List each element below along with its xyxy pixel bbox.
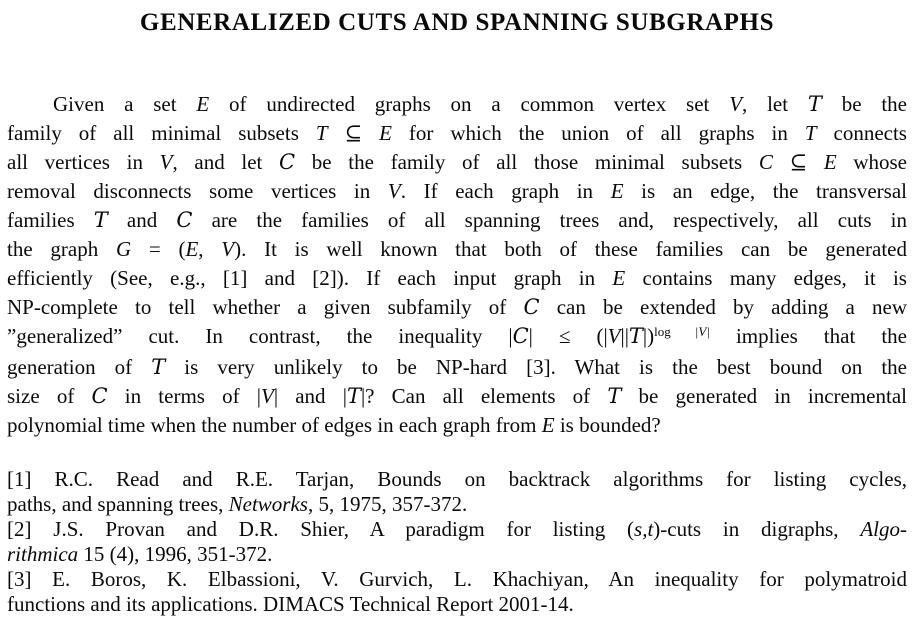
- abstract-paragraph: [7, 90, 907, 440]
- text-segment: families: [7, 208, 94, 232]
- text-segment: s,t: [634, 517, 654, 541]
- text-segment: size of: [7, 384, 92, 408]
- text-segment: of undirected graphs on a common vertex set: [209, 92, 730, 116]
- text-line: [7, 264, 907, 293]
- text-segment: connects: [816, 121, 907, 145]
- math-calligraphic-letter: T: [346, 384, 361, 408]
- text-segment: contains many edges, it is: [625, 266, 907, 290]
- math-calligraphic-letter: C: [523, 295, 540, 319]
- text-segment: are the families of all spanning trees and, respectively, all cuts in: [192, 208, 907, 232]
- text-segment: functions and its applications. DIMACS Technical Report 2001-14.: [7, 592, 574, 616]
- text-segment: rithmica: [7, 542, 79, 566]
- math-calligraphic-letter: C: [176, 208, 193, 232]
- text-segment: V: [159, 150, 173, 174]
- text-segment: removal disconnects some vertices in: [7, 179, 388, 203]
- text-line: [7, 517, 907, 542]
- text-segment: Given a set: [53, 92, 197, 116]
- text-line: [7, 119, 907, 148]
- text-segment: be the: [821, 92, 907, 116]
- text-segment: implies that the: [709, 324, 907, 348]
- text-segment: V: [221, 237, 235, 261]
- text-segment: T: [804, 121, 817, 145]
- math-calligraphic-letter: C: [91, 384, 108, 408]
- text-segment: E: [823, 150, 837, 174]
- text-line: [7, 542, 907, 567]
- text-segment: can be extended by adding a new: [539, 295, 907, 319]
- text-segment: V: [607, 324, 621, 348]
- text-segment: ,: [198, 237, 222, 261]
- text-line: [7, 411, 907, 440]
- text-segment: [3] E. Boros, K. Elbassioni, V. Gurvich, L. Khachiyan, An inequality for polymatroid: [7, 567, 907, 591]
- text-segment: |V|: [694, 323, 710, 339]
- text-segment: NP-complete to tell whether a given subfamily of: [7, 295, 524, 319]
- text-segment: for which the union of all graphs in: [391, 121, 805, 145]
- text-segment: |): [642, 324, 655, 348]
- text-segment: = (: [131, 237, 186, 261]
- text-segment: |? Can all elements of: [360, 384, 608, 408]
- text-segment: E: [541, 413, 555, 437]
- text-line: [7, 293, 907, 322]
- text-segment: 15 (4), 1996, 351-372.: [78, 542, 273, 566]
- text-line: [7, 177, 907, 206]
- text-line: [7, 353, 907, 382]
- text-segment: E: [379, 121, 392, 145]
- math-calligraphic-letter: T: [807, 92, 822, 116]
- text-segment: , let: [742, 92, 808, 116]
- text-segment: generation of: [7, 355, 152, 379]
- text-line: [7, 382, 907, 411]
- text-segment: C: [758, 150, 773, 174]
- math-calligraphic-letter: T: [151, 355, 166, 379]
- text-segment: be generated in incremental: [621, 384, 907, 408]
- text-line: [7, 467, 907, 492]
- math-calligraphic-letter: C: [512, 324, 529, 348]
- text-segment: is an edge, the transversal: [623, 179, 907, 203]
- text-segment: [2] J.S. Provan and D.R. Shier, A paradigm for listing (: [7, 517, 635, 541]
- text-line: [7, 235, 907, 264]
- text-segment: family of all minimal subsets: [7, 121, 316, 145]
- text-segment: Algo-: [860, 517, 907, 541]
- text-segment: the graph: [7, 237, 116, 261]
- text-segment: E: [185, 237, 199, 261]
- text-segment: [1] R.C. Read and R.E. Tarjan, Bounds on backtrack algorithms for listing cycles,: [7, 467, 907, 491]
- text-segment: )-cuts in digraphs,: [653, 517, 861, 541]
- text-line: [7, 148, 907, 177]
- text-segment: ”generalized” cut. In contrast, the inequality |: [7, 324, 513, 348]
- text-segment: is very unlikely to be NP-hard [3]. What is the best bound on the: [165, 355, 907, 379]
- text-segment: be the family of all those minimal subsets: [295, 150, 759, 174]
- math-calligraphic-letter: T: [93, 208, 108, 232]
- text-segment: . If each graph in: [400, 179, 611, 203]
- text-line: [7, 592, 907, 617]
- text-segment: efficiently (See, e.g., [1] and [2]). If each input graph in: [7, 266, 613, 290]
- text-segment: paths, and spanning trees,: [7, 492, 229, 516]
- text-segment: is bounded?: [554, 413, 661, 437]
- text-line: [7, 567, 907, 592]
- text-segment: and: [107, 208, 177, 232]
- text-segment: ||: [620, 324, 629, 348]
- text-line: [7, 206, 907, 235]
- text-segment: in terms of |: [107, 384, 262, 408]
- text-line: [7, 322, 907, 353]
- page-title: GENERALIZED CUTS AND SPANNING SUBGRAPHS: [139, 9, 775, 36]
- text-segment: E: [612, 266, 626, 290]
- text-segment: log: [654, 323, 695, 339]
- text-segment: V: [261, 384, 274, 408]
- text-segment: , and let: [172, 150, 280, 174]
- math-calligraphic-letter: T: [628, 324, 643, 348]
- text-segment: ⊆: [327, 121, 380, 145]
- text-segment: V: [729, 92, 743, 116]
- text-segment: , 5, 1975, 357-372.: [307, 492, 468, 516]
- text-segment: T: [315, 121, 328, 145]
- text-segment: | and |: [273, 384, 347, 408]
- text-segment: Networks: [228, 492, 308, 516]
- math-calligraphic-letter: C: [279, 150, 296, 174]
- text-segment: E: [610, 179, 624, 203]
- text-segment: all vertices in: [7, 150, 160, 174]
- text-segment: | ≤ (|: [528, 324, 608, 348]
- text-segment: polynomial time when the number of edges in each graph from: [7, 413, 542, 437]
- text-segment: ). It is well known that both of these families can be generated: [234, 237, 907, 261]
- text-line: [7, 492, 907, 517]
- text-segment: E: [196, 92, 210, 116]
- text-segment: G: [115, 237, 132, 261]
- text-segment: V: [387, 179, 401, 203]
- text-line: [7, 90, 907, 119]
- references-section: [7, 467, 907, 617]
- text-segment: whose: [836, 150, 907, 174]
- text-segment: ⊆: [772, 150, 824, 174]
- math-calligraphic-letter: T: [607, 384, 622, 408]
